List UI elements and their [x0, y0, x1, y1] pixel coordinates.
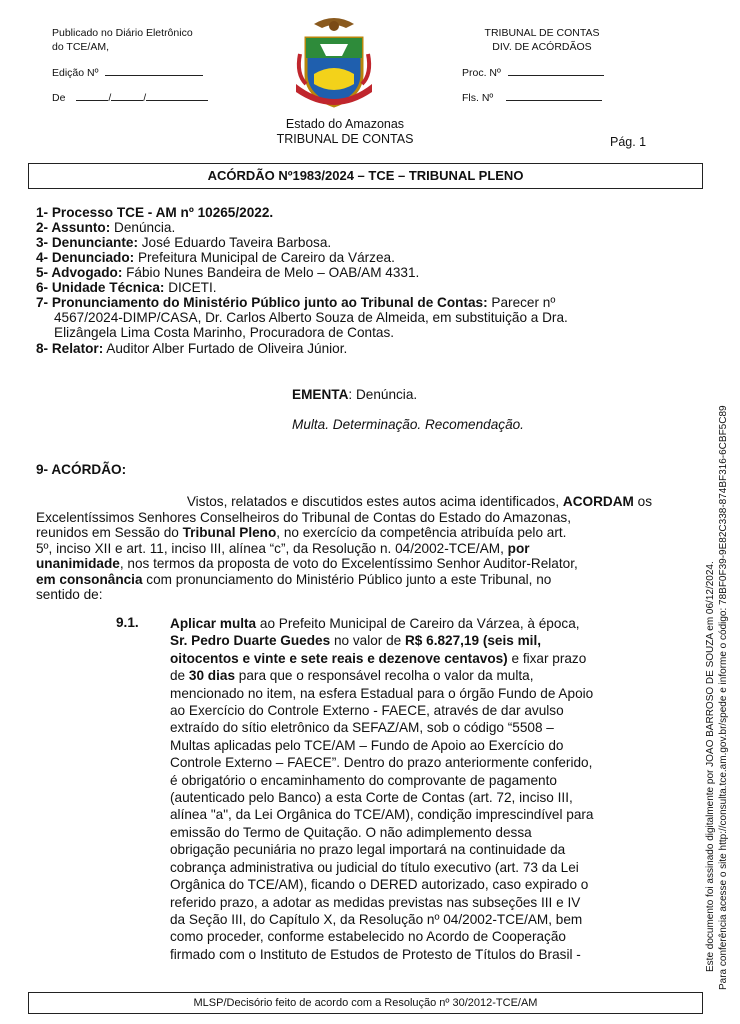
edicao-blank: [105, 66, 203, 76]
i91-l3a: oitocentos e vinte e sete reais e dezenove centavos): [170, 650, 508, 666]
i91-line17: referido prazo, a adotar as medidas previstas nas subseções III e IV: [170, 894, 581, 910]
intro-l1a: Vistos, relatados e discutidos estes autos acima identificados,: [186, 494, 563, 509]
item-1: [36, 205, 273, 220]
intro-l3b: Tribunal Pleno: [182, 525, 277, 540]
i91-line6: ao Exercício do Controle Externo - FAECE, através de dar avulso: [170, 703, 564, 719]
i91-line19: como proceder, conforme estabelecido no Acordo de Cooperação: [170, 929, 566, 945]
item-3-value: José Eduardo Taveira Barbosa.: [137, 235, 332, 250]
intro-l5a: unanimidade: [36, 556, 120, 571]
i91-l2b: no valor de: [330, 633, 405, 649]
intro-l4a: 5º, inciso XII e art. 11, inciso III, alínea “c”, da Resolução n. 04/2002-TCE/AM,: [36, 540, 508, 556]
i91-line13: emissão do Termo de Quitação. O não adimplemento dessa: [170, 824, 532, 840]
acordao-intro: [36, 494, 652, 603]
item-6: [36, 280, 217, 295]
item-1-text: 1- Processo TCE - AM nº 10265/2022.: [36, 205, 274, 220]
acordao-heading: 9- ACÓRDÃO:: [36, 462, 127, 477]
i91-l2a: Sr. Pedro Duarte Guedes: [170, 633, 331, 649]
publication-line1: Publicado no Diário Eletrônico: [52, 27, 193, 39]
fls-label: Fls. Nº: [462, 92, 494, 104]
i91-line1: [170, 615, 652, 632]
date-day-blank: [76, 91, 108, 101]
intro-l1b: ACORDAM: [562, 494, 634, 509]
item-6-value: DICETI.: [164, 280, 217, 295]
intro-l6b: com pronunciamento do Ministério Público junto a este Tribunal, no: [142, 571, 552, 587]
ementa-summary: Multa. Determinação. Recomendação.: [292, 417, 524, 432]
item-6-label: 6- Unidade Técnica:: [36, 280, 165, 295]
document-title: ACÓRDÃO Nº1983/2024 – TCE – TRIBUNAL PLENO: [28, 163, 703, 189]
date-field: De / /: [52, 91, 208, 105]
i91-line5: mencionado no item, na esfera Estadual para o órgão Fundo de Apoio: [170, 685, 594, 701]
i91-line20: firmado com o Instituto de Estudos de Protesto de Títulos do Brasil -: [170, 946, 581, 962]
item-5-label: 5- Advogado:: [36, 265, 123, 280]
i91-line2: [170, 632, 652, 649]
i91-l1b: ao Prefeito Municipal de Careiro da Várzea, à época,: [256, 616, 580, 631]
i91-line16: Orgânica do TCE/AM), ficando o DERED autorizado, caso expirado o: [170, 877, 589, 893]
ementa-value: : Denúncia.: [348, 387, 418, 402]
i91-line7: extraído do sítio eletrônico da SEFAZ/AM, sob o código “5508 –: [170, 720, 554, 736]
fls-blank: [506, 91, 602, 101]
item-5-value: Fábio Nunes Bandeira de Melo – OAB/AM 4331.: [122, 265, 420, 280]
division-line2: DIV. DE ACÓRDÃOS: [492, 41, 592, 53]
item-2-value: Denúncia.: [110, 220, 176, 235]
i91-line12: alínea "a", da Lei Orgânica do TCE/AM), condição imprescindível para: [170, 807, 594, 823]
i91-line10: é obrigatório o encaminhamento do comprovante de pagamento: [170, 772, 557, 788]
intro-l3c: , no exercício da competência atribuída pelo art.: [276, 525, 567, 540]
item-9-1-number: 9.1.: [116, 615, 139, 630]
ementa: [292, 387, 417, 402]
intro-l4b: por: [507, 540, 530, 556]
issuer: [260, 117, 430, 147]
item-7-line2: 4567/2024-DIMP/CASA, Dr. Carlos Alberto Souza de Almeida, em substituição a Dra.: [54, 310, 568, 325]
intro-line6: [36, 572, 652, 588]
item-4: [36, 250, 395, 265]
item-3-label: 3- Denunciante:: [36, 235, 138, 250]
edicao-field: [52, 66, 203, 80]
publication-info: [52, 26, 193, 54]
proc-label: Proc. Nº: [462, 67, 501, 79]
i91-l3b: e fixar prazo: [507, 650, 587, 666]
date-label: De: [52, 92, 66, 104]
date-year-blank: [146, 91, 208, 101]
i91-line15: cobrança administrativa ou judicial do título executivo (art. 73 da Lei: [170, 859, 579, 875]
i91-line3: [170, 650, 652, 667]
date-month-blank: [111, 91, 143, 101]
signature-note: Este documento foi assinado digitalmente por JOAO BARROSO DE SOUZA em 06/12/2024.: [705, 561, 716, 972]
proc-field: [462, 66, 604, 80]
intro-line7: sentido de:: [36, 587, 103, 602]
i91-l4b: 30 dias: [188, 668, 236, 684]
i91-l2c: R$ 6.827,19 (seis mil,: [404, 633, 542, 649]
intro-line2: Excelentíssimos Senhores Conselheiros do Tribunal de Contas do Estado do Amazonas,: [36, 509, 571, 525]
i91-line4: [170, 667, 652, 684]
proc-blank: [508, 66, 604, 76]
division-line1: TRIBUNAL DE CONTAS: [484, 27, 600, 39]
fls-field: [462, 91, 602, 105]
publication-line2: do TCE/AM,: [52, 41, 109, 53]
intro-line5: [36, 556, 652, 572]
item-2: [36, 220, 175, 235]
item-2-label: 2- Assunto:: [36, 220, 111, 235]
intro-line1: [36, 494, 652, 510]
intro-l3a: reunidos em Sessão do: [36, 525, 183, 540]
intro-l6a: em consonância: [36, 571, 143, 587]
item-4-label: 4- Denunciado:: [36, 250, 135, 265]
item-4-value: Prefeitura Municipal de Careiro da Várzea.: [134, 250, 395, 265]
ementa-label: EMENTA: [292, 387, 349, 402]
page-number: Pág. 1: [610, 135, 647, 149]
item-7-value: Parecer nº: [487, 295, 556, 310]
intro-line4: [36, 541, 652, 557]
intro-l1c: os: [633, 494, 652, 509]
item-8: [36, 341, 347, 356]
i91-line8: Multas aplicadas pelo TCE/AM – Fundo de Apoio ao Exercício do: [170, 737, 564, 753]
item-5: [36, 265, 419, 280]
i91-l4c: para que o responsável recolha o valor da multa,: [235, 668, 534, 684]
item-7-label: 7- Pronunciamento do Ministério Público junto ao Tribunal de Contas:: [36, 295, 488, 310]
verification-note: Para conferência acesse o site http://consulta.tce.am.gov.br/spede e informe o código: 78BF0F39-9E82C338-874BF316-6CBF5C89: [718, 405, 729, 990]
state-emblem: [292, 14, 376, 112]
i91-l4a: de: [170, 668, 189, 684]
i91-line14: obrigação pecuniária no prazo legal importará na continuidade da: [170, 842, 566, 858]
intro-line3: [36, 525, 652, 541]
item-7-line3: Elizângela Lima Costa Marinho, Procuradora de Contas.: [54, 325, 395, 340]
i91-l1a: Aplicar multa: [170, 616, 257, 631]
item-8-label: 8- Relator:: [36, 341, 104, 356]
item-8-value: Auditor Alber Furtado de Oliveira Júnior.: [103, 341, 348, 356]
item-3: [36, 235, 331, 250]
item-7: [36, 295, 656, 340]
division-info: [478, 26, 606, 54]
item-9-1-text: [170, 615, 652, 963]
edicao-label: Edição Nº: [52, 67, 99, 79]
tribunal-name: TRIBUNAL DE CONTAS: [276, 132, 414, 146]
intro-l5b: , nos termos da proposta de voto do Excelentíssimo Senhor Auditor-Relator,: [119, 556, 578, 571]
state-name: Estado do Amazonas: [285, 117, 405, 131]
i91-line18: da Seção III, do Capítulo X, da Resolução nº 04/2002-TCE/AM, bem: [170, 911, 583, 927]
footer-note: MLSP/Decisório feito de acordo com a Resolução nº 30/2012-TCE/AM: [28, 992, 703, 1014]
i91-line9: Controle Externo – FAECE”. Dentro do prazo anteriormente conferido,: [170, 755, 593, 771]
i91-line11: (autenticado pelo Banco) a esta Corte de Contas (art. 72, inciso III,: [170, 790, 573, 806]
